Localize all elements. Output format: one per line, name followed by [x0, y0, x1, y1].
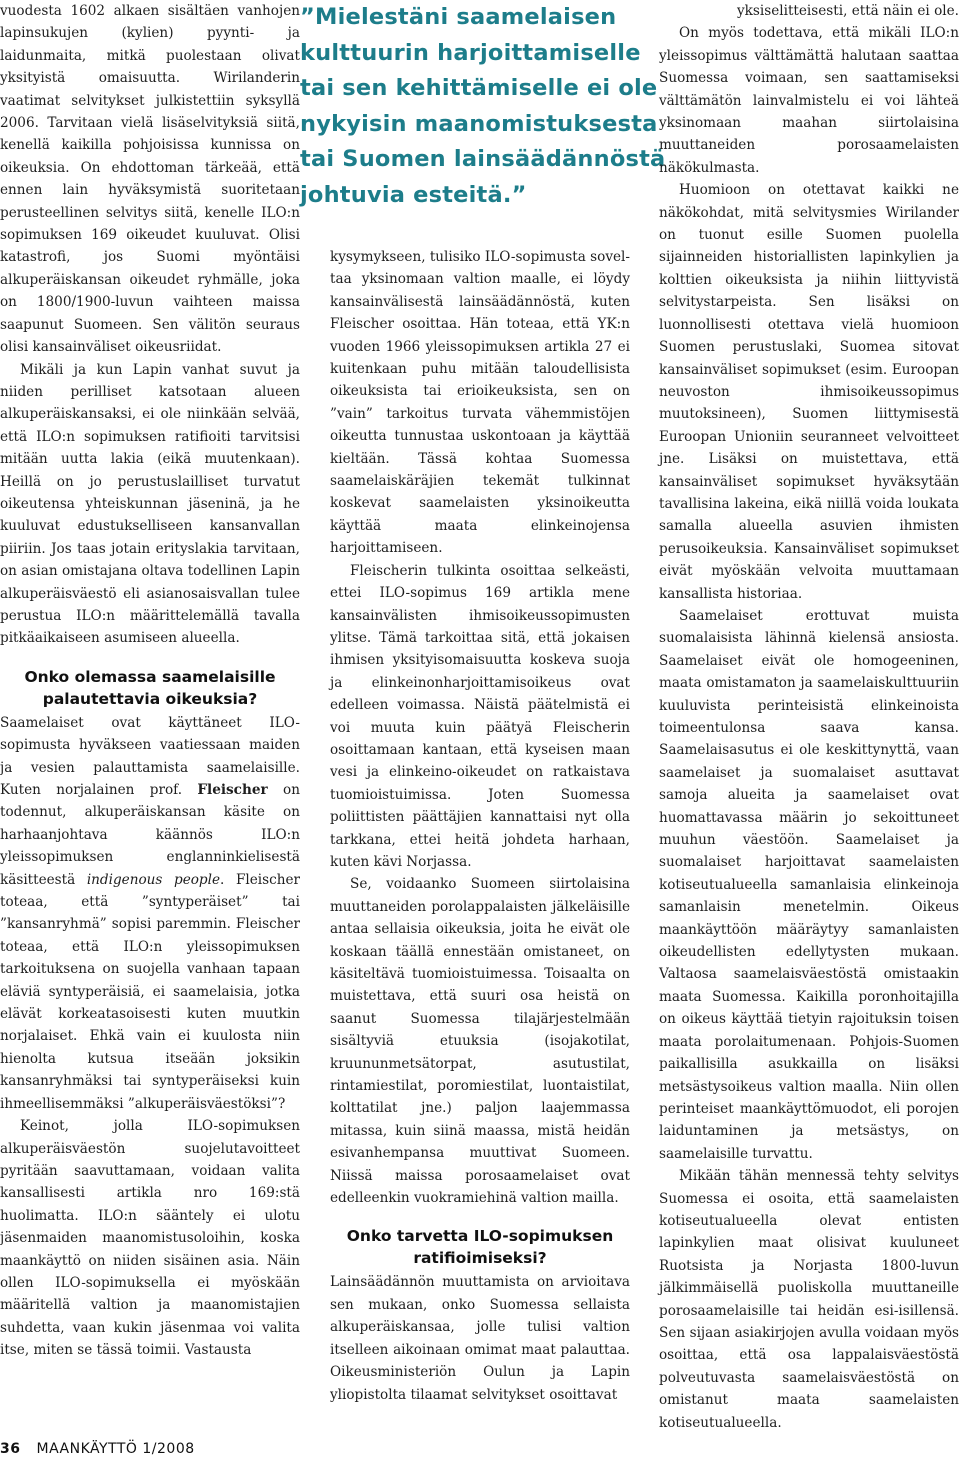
heading-line: ratifioimiseksi? — [413, 1249, 547, 1268]
paragraph: Fleischerin tulkinta osoittaa selkeästi, ettei ILO-sopimus 169 artikla mene kansainvälisten ihmisoikeussopimusten ylitse. Tämä tarkoittaa sitä, että jokaisen ihmisen yksityisomaisuutta koskeva suoja ja elinkeinonharjoittamisoikeus ovat edelleen voimassa. Näistä päätelmistä ei voi muuta kuin päätyä Fleischerin osoittamaan kantaan, että kyseisen maan vesi ja elinkeino-oikeudet on ratkaistava tuomioistuimissa. Joten Suomessa poliittisten päättäjien kannattaisi nyt olla tarkkana, ettei heitä johdeta harhaan, kuten kävi Norjassa. — [330, 562, 630, 870]
section-heading — [330, 1225, 630, 1269]
column-2 — [330, 246, 630, 1406]
paragraph: On myös todettava, että mikäli ILO:n yleissopimus välttämättä halutaan saattaa Suomessa voimaan, sen saattamiseksi välttämätön lainvalmistelu ei voi lähteä yksinomaan maahan siirtolaisina muuttaneiden porosaamelaisten näkökulmasta. — [659, 25, 959, 176]
pull-quote-line: nykyisin maanomistuksesta — [300, 110, 658, 137]
paragraph: kysymykseen, tulisiko ILO-sopimusta soveltaa yksinomaan valtion maalle, ei löydy kansainvälisestä lainsäädännöstä, kuten Fleischer osoittaa. Hän toteaa, että YK:n vuoden 1966 yleissopimuksen artikla 27 ei kuitenkaan puhu mitään taloudellisista oikeuksista tai erioikeuksista, sen on ”vain” tarkoitus turvata vähemmistöjen oikeutta tunnustaa uskontoaan ja käyttää kieltään. Tässä kohtaa Suomessa saamelaiskäräjien tekemät tulkinnat koskevat saamelaisten yksinoikeutta käyttää maata elinkeinojensa harjoittamiseen. — [330, 249, 630, 557]
heading-line: palautettavia oikeuksia? — [42, 689, 258, 708]
heading-line: Onko olemassa saamelaisille — [24, 667, 276, 686]
paragraph: Mikään tähän mennessä tehty selvitys Suomessa ei osoita, että saamelaisten kotiseutualueella olevat entisten lapinkylien maat olisivat kuuluneet Ruotsista ja Norjasta 1800-luvun jälkimmäisellä puoliskolla muuttaneille porosaamelaisille tai heidän esi-isillensä. Sen sijaan asiakirjojen avulla voidaan myös osoittaa, että osa lappalaisväestöstä polveutuvasta saamelaisväestöstä on omistanut maata saamelaisten kotiseutualueella. — [659, 1168, 959, 1431]
paragraph: Keinot, jolla ILO-sopimuksen alkuperäisväestön suojelutavoitteet pyritään saavuttamaan, voidaan valita kansallisesti artikla nro 169:stä huolimatta. ILO:n sääntely ei ulotu jäsenmaiden maanomistusoloihin, koska maankäyttö on niiden sisäinen asia. Näin ollen ILO-sopimuksella ei myöskään määritellä valtion ja maanomistajien suhdetta, vaan kukin jäsenmaa voi valita itse, miten se tässä toimii. Vastausta — [0, 1118, 300, 1359]
paragraph: Se, voidaanko Suomeen siirtolaisina muuttaneiden porolappalaisten jälkeläisille antaa sellaisia oikeuksia, joita he eivät ole koskaan täällä ennestään omistaneet, on käsiteltävä tuomioistuimessa. Toisaalta on muistettava, että suuri osa heistä on saanut Suomessa tilajärjestelmään sisältyviä etuuksia (isojakotilat, kruununmetsätorpat, asutustilat, rintamiestilat, poromiestilat, luontaistilat, kolttatilat jne.) paljon laajemmassa mitassa, kuin siinä maassa, mistä heidän esivanhempansa muuttivat Suomeen. Niissä maissa porosaamelaiset ovat edelleenkin vuokramiehinä valtion mailla. — [330, 876, 630, 1207]
heading-line: Onko tarvetta ILO-sopimuksen — [346, 1227, 614, 1246]
column-3 — [659, 0, 959, 1434]
paragraph: Mikäli ja kun Lapin vanhat suvut ja niiden perilliset katsotaan alueen alkuperäiskansaksi, ei ole niinkään selvää, että ILO:n sopimuksen ratifioiti tarvitsisi mitään uutta lakia (eikä muutenkaan). Heillä on jo perustuslailliset turvatut oikeutensa yhteiskunnan jäseninä, ja he kuuluvat edustukselliseen kansanvallan piiriin. Jos taas jotain erityslakia tarvitaan, on asian omistajana oltava todellinen Lapin alkuperäisväestö eli asianosaisvallan tulee perustua ILO:n määrittelemällä tavalla pitkäaikaiseen asumiseen alueella. — [0, 361, 300, 647]
column-1 — [0, 0, 300, 1362]
paragraph: Saamelaiset erottuvat muista suomalaisista lähinnä kielensä ansiosta. Saamelaiset eivät ole homogeeninen, maata omistamaton ja saamelaiskulttuuriin kuuluvista perinteisistä elinkeinoista toimeentulonsa saava kansa. Saamelaisasutus ei ole keskittynyttä, vaan saamelaiset ja suomalaiset asuttavat samoja alueita ja saamelaiset ovat huomattavassa määrin jo sekoittuneet muuhun väestöön. Saamelaiset ja suomalaiset harjoittavat saamelaisten kotiseutualueella samanlaisia elinkeinoja samanlaisin menetelmin. Oikeus maankäyttöön määräytyy samanlaisten oikeudellisten edellytysten mukaan. Valtaosa saamelaisväestöstä omistaakin maata Suomessa. Kaikilla poronhoitajilla on oikeus käyttää tietyin rajoituksin toisen maata porolaitumenaan. Pohjois-Suomen paikallisilla asukkailla on lisäksi metsästysoikeus valtion maalla. Niin ollen perinteiset maankäyttömuodot, eli porojen laiduntaminen ja metsästys, on saamelaisille turvattu. — [659, 607, 959, 1162]
pull-quote-line: ”Mielestäni saamelaisen — [300, 4, 617, 30]
section-heading — [0, 666, 300, 710]
paragraph — [0, 712, 300, 1115]
pull-quote-line: tai Suomen lainsäädännöstä — [300, 146, 666, 172]
pull-quote — [300, 0, 666, 213]
pull-quote-line: johtuvia esteitä.” — [300, 181, 527, 208]
pull-quote-line: kulttuurin harjoittamiselle — [300, 39, 641, 66]
page-number: 36 — [0, 1441, 21, 1457]
paragraph: Lainsäädännön muuttamista on arvioitava sen mukaan, onko Suomessa sellaista alkuperäiskansaa, jolle tulisi valtion itselleen aikoinaan omimat maat palauttaa. Oikeusministeriön Oulun ja Lapin yliopistolta tilaamat selvitykset osoittavat — [330, 1274, 630, 1403]
text-run: Saamelaiset ovat käyttäneet ILO-sopimusta hyväkseen vaatiessaan maiden ja vesien palauttamista saamelaisille. Kuten norjalainen prof. — [0, 714, 300, 798]
paragraph: vuodesta 1602 alkaen sisältäen vanhojen lapinsukujen (kylien) pyynti- ja laidunmaita, mitkä puolestaan olivat yksityistä omaisuutta. Wirilanderin vaatimat selvitykset julkistettiin syksyllä 2006. Tarvitaan vielä lisäselvityksiä siitä, kenellä kaikilla pohjoisissa kunnissa on oikeuksia. On ehdottoman tärkeää, että ennen lain hyväksymistä suoritetaan perusteellinen selvitys siitä, kenelle ILO:n sopimuksen 169 oikeudet kuuluvat. Olisi katastrofi, jos Suomi myöntäisi alkuperäiskansan oikeudet ryhmälle, joka on 1800/1900-luvun vaihteen maissa saapunut Suomeen. Sen välitön seuraus olisi kansainväliset oikeusriidat. — [0, 3, 300, 356]
text-run: on todennut, alkuperäiskansan käsite on harhaanjohtava käännös ILO:n yleissopimuksen englanninkielisestä käsitteestä — [0, 782, 300, 888]
paragraph: Huomioon on otettavat kaikki ne näkökohdat, mitä selvitysmies Wirilander on tuonut esille Suomen puolella sijainneiden historiallisten lapinkylien ja kolttien oikeuksista ja niihin liittyvistä selvitystarpeista. Sen lisäksi on luonnollisesti otettava vielä huomioon Suomen perustuslaki, Suomea sitovat kansainväliset sopimukset (esim. Euroopan neuvoston ihmisoikeussopimus muutoksineen), Suomen liittymisestä Euroopan Unioniin seuranneet velvoitteet jne. Lisäksi on muistettava, että kansainväliset sopimukset hyväksytään tavallisina lakeina, eikä niillä voida loukata samalla alueella asuvien ihmisten perusoikeuksia. Kansainväliset sopimukset eivät myöskään velvoita muuttamaan kansallista historiaa. — [659, 182, 959, 602]
author-name: Fleischer — [197, 782, 268, 798]
pull-quote-line: tai sen kehittämiselle ei ole — [300, 75, 658, 101]
publication-name: MAANKÄYTTÖ 1/2008 — [36, 1441, 195, 1457]
page-footer — [0, 1441, 195, 1457]
term-italic: indigenous people — [86, 871, 221, 888]
paragraph: yksiselitteisesti, että näin ei ole. — [736, 3, 959, 19]
text-run: . Fleischer toteaa, että ”syntyperäiset” tai ”kansanryhmä” sopisi paremmin. Fleischer toteaa, että ILO:n yleissopimuksen tarkoituksena on suojella vanhaan tapaan eläviä syntyperäisiä, ei saamelaisia, jotka elävät korkeatasoisesti kuten muutkin norjalaiset. Ehkä vain ei kuulosta niin hienolta kutsua itseään joksikin kansanryhmäksi tai syntyperäiseksi kuin ihmeellisemmäksi ”alkuperäisväestöksi”? — [0, 871, 301, 1112]
